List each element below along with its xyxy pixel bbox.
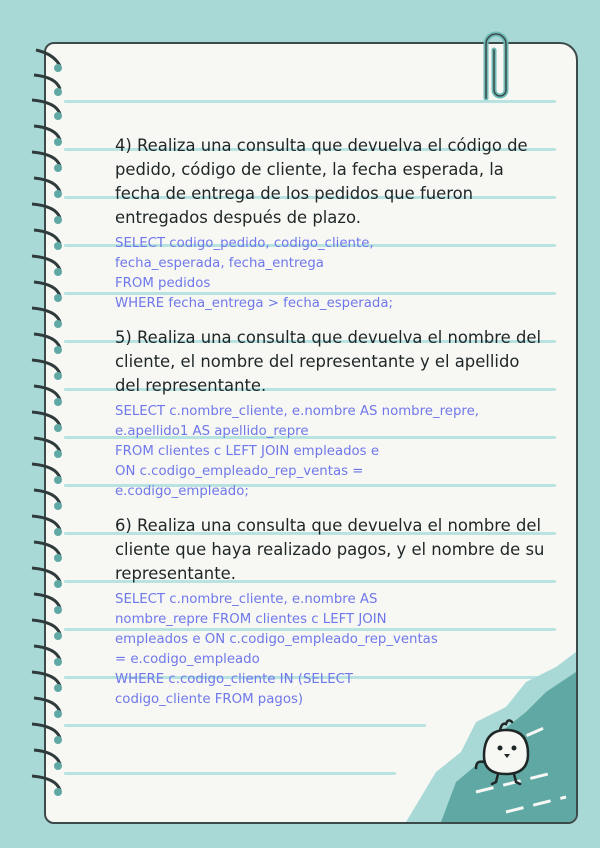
exercise-5: [115, 326, 545, 502]
exercise-list: [115, 134, 545, 722]
sql-answer: SELECT c.nombre_cliente, e.nombre AS nombre_repre FROM clientes c LEFT JOIN empleados e ON c.codigo_empleado_rep_ventas = e.codigo_empleado WHERE c.codigo_cliente IN (SELECT codigo_cliente FROM pagos): [115, 592, 438, 707]
question-text: 4) Realiza una consulta que devuelva el código de pedido, código de cliente, la fecha esperada, la fecha de entrega de los pedidos que fueron entregados después de plazo.: [115, 136, 528, 227]
rule-line: [64, 772, 396, 775]
question-text: 5) Realiza una consulta que devuelva el nombre del cliente, el nombre del representante y el apellido del representante.: [115, 328, 542, 395]
sql-answer: SELECT c.nombre_cliente, e.nombre AS nombre_repre, e.apellido1 AS apellido_repre FROM clientes c LEFT JOIN empleados e ON c.codigo_empleado_rep_ventas = e.codigo_empleado;: [115, 404, 479, 499]
exercise-6: [115, 514, 545, 710]
question-text: 6) Realiza una consulta que devuelva el nombre del cliente que haya realizado pagos, y el nombre de su representante.: [115, 516, 545, 583]
exercise-4: [115, 134, 545, 314]
paperclip-icon: [472, 28, 520, 110]
sql-answer: SELECT codigo_pedido, codigo_cliente, fecha_esperada, fecha_entrega FROM pedidos WHERE fecha_entrega > fecha_esperada;: [115, 236, 393, 311]
rule-line: [64, 724, 426, 727]
chick-mascot-icon: [470, 716, 542, 788]
